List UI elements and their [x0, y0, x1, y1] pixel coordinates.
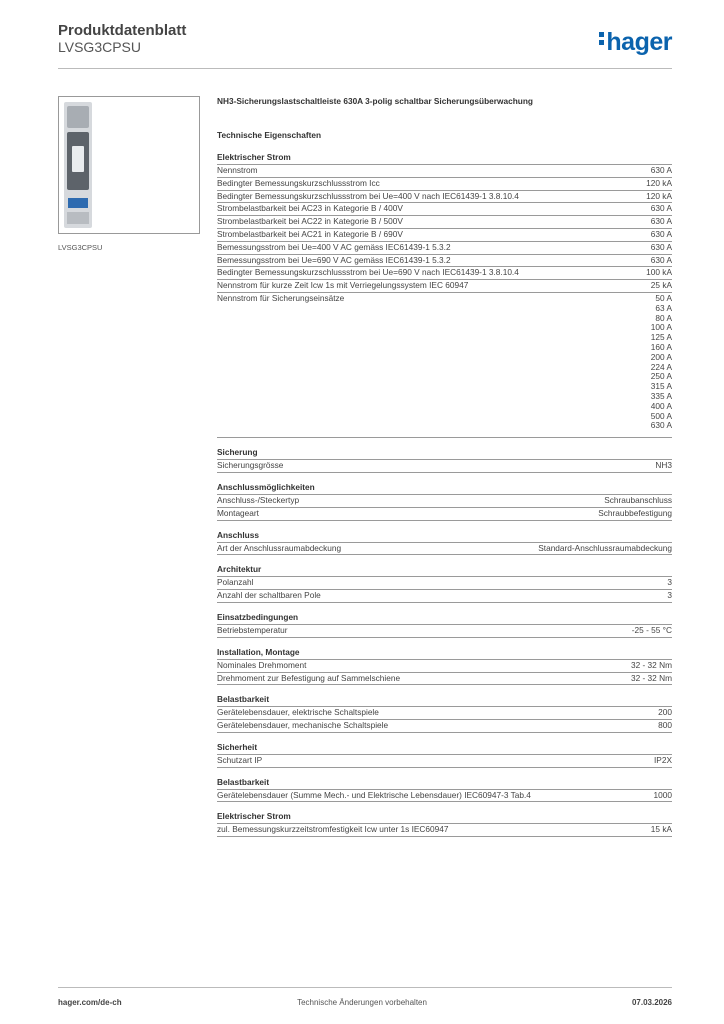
spec-label: Anzahl der schaltbaren Pole: [217, 590, 321, 601]
spec-value: 630 A: [650, 241, 672, 252]
spec-rows: [217, 789, 672, 803]
fuse-rating-value: 63 A: [655, 302, 672, 313]
spec-row: [217, 823, 672, 837]
section-title: Anschluss: [217, 529, 259, 540]
spec-section: [217, 777, 672, 803]
spec-label: Strombelastbarkeit bei AC23 in Kategorie B / 400V: [217, 203, 403, 214]
spec-row: [217, 542, 672, 556]
spec-label: Schutzart IP: [217, 754, 263, 765]
spec-value: Standard-Anschlussraumabdeckung: [538, 542, 672, 553]
spec-row: [217, 672, 672, 686]
spec-label: Nennstrom für Sicherungseinsätze: [217, 292, 345, 303]
spec-row: [217, 190, 672, 203]
product-description: NH3-Sicherungslastschaltleiste 630A 3-polig schaltbar Sicherungsüberwachung: [217, 96, 533, 106]
spec-row: [217, 789, 672, 803]
spec-section: [217, 482, 672, 521]
spec-row: [217, 254, 672, 267]
spec-label: Gerätelebensdauer, mechanische Schaltspiele: [217, 720, 389, 731]
spec-value: 3: [667, 590, 672, 601]
spec-content: [217, 96, 672, 846]
spec-section: [217, 811, 672, 837]
spec-label: Betriebstemperatur: [217, 624, 288, 635]
fuse-rating-list: [651, 294, 672, 431]
logo-dots-icon: [599, 32, 604, 48]
spec-section: [217, 742, 672, 768]
spec-value: 630 A: [650, 216, 672, 227]
product-image: [58, 96, 200, 234]
spec-value: 630 A: [650, 254, 672, 265]
spec-value: 630 A: [650, 165, 672, 175]
switch-disconnector-illustration: [64, 102, 92, 228]
spec-value: Schraubbefestigung: [598, 507, 672, 518]
section-title: Elektrischer Strom: [217, 811, 291, 822]
spec-sections: [217, 152, 672, 837]
spec-row: [217, 589, 672, 603]
section-title: Belastbarkeit: [217, 694, 270, 705]
spec-label: Sicherungsgrösse: [217, 460, 284, 471]
spec-label: Bemessungsstrom bei Ue=690 V AC gemäss IEC61439-1 5.3.2: [217, 254, 451, 265]
spec-value: 800: [658, 720, 672, 731]
fuse-rating-value: 500 A: [650, 410, 672, 421]
spec-row: [217, 177, 672, 190]
spec-rows: [217, 823, 672, 837]
spec-label: Art der Anschlussraumabdeckung: [217, 542, 342, 553]
section-title: Installation, Montage: [217, 646, 300, 657]
spec-label: Nennstrom: [217, 165, 258, 175]
fuse-rating-value: 80 A: [655, 312, 672, 323]
spec-label: Anschluss-/Steckertyp: [217, 494, 300, 505]
spec-label: Bedingter Bemessungskurzschlussstrom bei Ue=400 V nach IEC61439-1 3.8.10.4: [217, 190, 519, 201]
spec-value: 100 kA: [646, 267, 672, 278]
spec-value: IP2X: [654, 754, 672, 765]
spec-value: 15 kA: [650, 824, 672, 835]
fuse-rating-value: 50 A: [655, 292, 672, 303]
spec-row: [217, 241, 672, 254]
image-caption: LVSG3CPSU: [58, 243, 103, 252]
spec-row: [217, 576, 672, 589]
spec-row: [217, 494, 672, 507]
spec-row: [217, 279, 672, 292]
spec-label: Bedingter Bemessungskurzschlussstrom Icc: [217, 177, 380, 188]
spec-section: [217, 152, 672, 438]
spec-label: Gerätelebensdauer, elektrische Schaltspiele: [217, 707, 379, 718]
spec-value: 630 A: [650, 228, 672, 239]
spec-row: [217, 228, 672, 241]
spec-row: [217, 164, 672, 177]
spec-row: [217, 706, 672, 719]
spec-section: [217, 612, 672, 638]
fuse-rating-value: 335 A: [650, 390, 672, 401]
spec-value: -25 - 55 °C: [631, 624, 672, 635]
spec-value: NH3: [655, 460, 672, 471]
fuse-rating-value: 125 A: [650, 332, 672, 343]
spec-value: Schraubanschluss: [604, 494, 672, 505]
footer-website: hager.com/de-ch: [58, 998, 122, 1007]
spec-rows: [217, 459, 672, 473]
section-title: Belastbarkeit: [217, 776, 270, 787]
spec-section: [217, 447, 672, 473]
spec-rows: [217, 659, 672, 686]
section-title: Einsatzbedingungen: [217, 611, 299, 622]
spec-label: Bemessungsstrom bei Ue=400 V AC gemäss IEC61439-1 5.3.2: [217, 241, 451, 252]
technical-properties-title: Technische Eigenschaften: [217, 130, 322, 140]
spec-value: 120 kA: [646, 190, 672, 201]
spec-label: zul. Bemessungskurzzeitstromfestigkeit Icw unter 1s IEC60947: [217, 824, 449, 835]
spec-rows: [217, 576, 672, 603]
document-title: Produktdatenblatt: [58, 22, 187, 39]
spec-section: [217, 530, 672, 556]
spec-value: 25 kA: [650, 280, 672, 291]
fuse-rating-value: 200 A: [650, 351, 672, 362]
spec-value: 3: [667, 577, 672, 588]
fuse-rating-value: 160 A: [650, 341, 672, 352]
document-header: [58, 22, 186, 56]
spec-row: [217, 459, 672, 473]
spec-label: Gerätelebensdauer (Summe Mech.- und Elektrische Lebensdauer) IEC60947-3 Tab.4: [217, 789, 531, 800]
spec-section: [217, 647, 672, 686]
spec-label: Strombelastbarkeit bei AC21 in Kategorie B / 690V: [217, 228, 403, 239]
spec-label: Montageart: [217, 507, 259, 518]
spec-label: Polanzahl: [217, 577, 254, 588]
spec-value: 200: [658, 707, 672, 718]
section-title: Sicherung: [217, 447, 258, 458]
fuse-rating-value: 224 A: [650, 361, 672, 372]
spec-rows: [217, 542, 672, 556]
section-title: Elektrischer Strom: [217, 152, 291, 162]
spec-row: [217, 659, 672, 672]
spec-value: 32 - 32 Nm: [630, 672, 672, 683]
fuse-rating-value: 400 A: [650, 400, 672, 411]
spec-row-fuse-ratings: [217, 292, 672, 438]
section-title: Anschlussmöglichkeiten: [217, 481, 315, 492]
spec-row: [217, 266, 672, 279]
spec-rows: [217, 754, 672, 768]
section-title: Architektur: [217, 564, 262, 575]
hager-logo: [599, 28, 672, 57]
section-title: Sicherheit: [217, 741, 258, 752]
spec-section: [217, 694, 672, 733]
spec-value: 120 kA: [646, 177, 672, 188]
spec-value: 1000: [653, 789, 672, 800]
spec-row: [217, 754, 672, 768]
footer-date: 07.03.2026: [631, 998, 672, 1007]
spec-row: [217, 202, 672, 215]
spec-row: [217, 719, 672, 733]
spec-section: [217, 564, 672, 603]
logo-text: hager: [606, 28, 672, 56]
spec-rows: [217, 706, 672, 733]
footer-disclaimer: Technische Änderungen vorbehalten: [297, 998, 427, 1007]
footer-divider: [58, 987, 672, 988]
spec-value: 630 A: [650, 203, 672, 214]
spec-value: 32 - 32 Nm: [630, 659, 672, 670]
spec-label: Strombelastbarkeit bei AC22 in Kategorie B / 500V: [217, 216, 403, 227]
spec-rows: [217, 624, 672, 638]
spec-row: [217, 215, 672, 228]
fuse-rating-value: 315 A: [650, 381, 672, 392]
spec-rows: [217, 164, 672, 438]
fuse-rating-value: 100 A: [650, 322, 672, 333]
spec-row: [217, 507, 672, 521]
spec-label: Nominales Drehmoment: [217, 659, 307, 670]
product-code: LVSG3CPSU: [58, 39, 141, 55]
spec-label: Bedingter Bemessungskurzschlussstrom bei Ue=690 V nach IEC61439-1 3.8.10.4: [217, 267, 519, 278]
spec-row: [217, 624, 672, 638]
header-divider: [58, 68, 672, 69]
spec-rows: [217, 494, 672, 521]
spec-label: Drehmoment zur Befestigung auf Sammelschiene: [217, 672, 401, 683]
fuse-rating-value: 630 A: [650, 420, 672, 431]
fuse-rating-value: 250 A: [650, 371, 672, 382]
spec-label: Nennstrom für kurze Zeit Icw 1s mit Verriegelungssystem IEC 60947: [217, 280, 469, 291]
